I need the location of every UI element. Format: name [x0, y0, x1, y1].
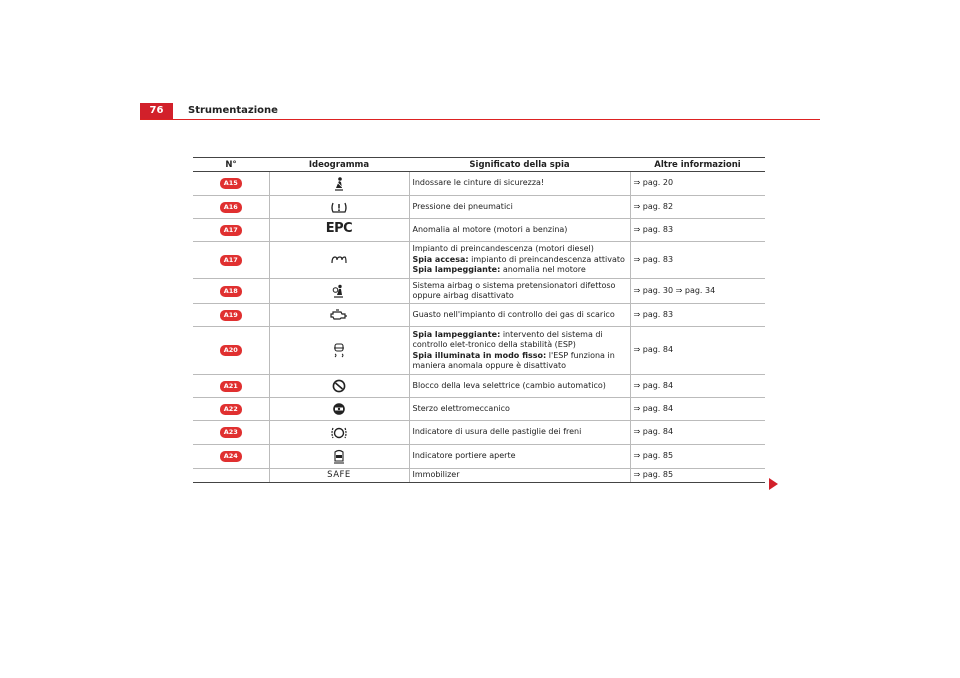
table-row [193, 242, 765, 279]
table-header-row [193, 158, 765, 172]
meaning-text: Immobilizer [409, 469, 630, 483]
esp-icon [273, 343, 406, 359]
meaning-text [409, 242, 630, 279]
warning-lights-table [193, 157, 765, 483]
ref-badge: A24 [220, 451, 242, 462]
status-label: Spia lampeggiante: [412, 265, 501, 275]
ref-badge: A21 [220, 381, 242, 392]
page-reference: ⇒ pag. 84 [630, 327, 765, 375]
engine-icon [273, 309, 406, 321]
meaning-text: Blocco della leva selettrice (cambio automatico) [409, 375, 630, 398]
status-label: Spia accesa: [412, 254, 469, 264]
page-reference: ⇒ pag. 84 [630, 375, 765, 398]
status-text: impianto di preincandescenza attivato [468, 254, 625, 264]
door-open-icon [273, 449, 406, 465]
table-row [193, 398, 765, 421]
page-header [140, 103, 820, 120]
glow-plug-icon [273, 255, 406, 265]
table-row [193, 219, 765, 242]
page-reference: ⇒ pag. 85 [630, 445, 765, 469]
epc-icon: EPC [325, 221, 353, 237]
ref-badge: A17 [220, 255, 242, 266]
status-label: Spia illuminata in modo fisso: [412, 350, 547, 360]
page-reference: ⇒ pag. 84 [630, 398, 765, 421]
ref-badge: A20 [220, 345, 242, 356]
table-row [193, 445, 765, 469]
table-row [193, 327, 765, 375]
status-text: anomalia nel motore [500, 265, 586, 275]
brake-pad-icon [273, 426, 406, 440]
ref-badge: A16 [220, 202, 242, 213]
meaning-text: Anomalia al motore (motori a benzina) [409, 219, 630, 242]
ref-badge: A22 [220, 404, 242, 415]
ref-badge: A17 [220, 225, 242, 236]
page-reference: ⇒ pag. 83 [630, 304, 765, 327]
table-row [193, 469, 765, 483]
page-reference: ⇒ pag. 30 ⇒ pag. 34 [630, 279, 765, 304]
seatbelt-icon [273, 177, 406, 191]
section-title: Strumentazione [188, 105, 278, 116]
meaning-text: Sterzo elettromeccanico [409, 398, 630, 421]
ref-badge: A19 [220, 310, 242, 321]
meaning-text: Guasto nell'impianto di controllo dei gas di scarico [409, 304, 630, 327]
table-row [193, 304, 765, 327]
ref-badge: A23 [220, 427, 242, 438]
page-reference: ⇒ pag. 84 [630, 421, 765, 445]
meaning-text: Indossare le cinture di sicurezza! [409, 172, 630, 196]
ref-badge: A15 [220, 178, 242, 189]
next-page-arrow-icon[interactable] [769, 478, 778, 490]
steering-icon [273, 402, 406, 416]
page-reference: ⇒ pag. 83 [630, 242, 765, 279]
column-header-info: Altre informazioni [630, 158, 765, 172]
table-row [193, 172, 765, 196]
status-label: Spia lampeggiante: [412, 329, 501, 339]
ref-badge: A18 [220, 286, 242, 297]
column-header-number: N° [193, 158, 269, 172]
table-row [193, 279, 765, 304]
page-reference: ⇒ pag. 85 [630, 469, 765, 483]
status-text: intervento del sistema di controllo elet-tronico della stabilità (ESP) [412, 329, 603, 349]
page-number: 76 [140, 103, 173, 119]
column-header-meaning: Significato della spia [409, 158, 630, 172]
meaning-text: Sistema airbag o sistema pretensionatori difettoso oppure airbag disattivato [409, 279, 630, 304]
meaning-line: Impianto di preincandescenza (motori diesel) [412, 244, 594, 254]
page-reference: ⇒ pag. 82 [630, 196, 765, 219]
page-reference: ⇒ pag. 83 [630, 219, 765, 242]
column-header-icon: Ideogramma [269, 158, 409, 172]
airbag-icon [273, 284, 406, 298]
selector-lever-icon [273, 379, 406, 393]
table-row [193, 421, 765, 445]
meaning-text: Pressione dei pneumatici [409, 196, 630, 219]
meaning-text: Indicatore portiere aperte [409, 445, 630, 469]
table-row [193, 196, 765, 219]
safe-label: SAFE [327, 470, 351, 481]
page-reference: ⇒ pag. 20 [630, 172, 765, 196]
tire-pressure-icon [273, 201, 406, 214]
table-row [193, 375, 765, 398]
status-text: l'ESP funziona in maniera anomala oppure è disattivato [412, 350, 615, 370]
meaning-text: Indicatore di usura delle pastiglie dei freni [409, 421, 630, 445]
meaning-text [409, 327, 630, 375]
ref-cell [193, 469, 269, 483]
